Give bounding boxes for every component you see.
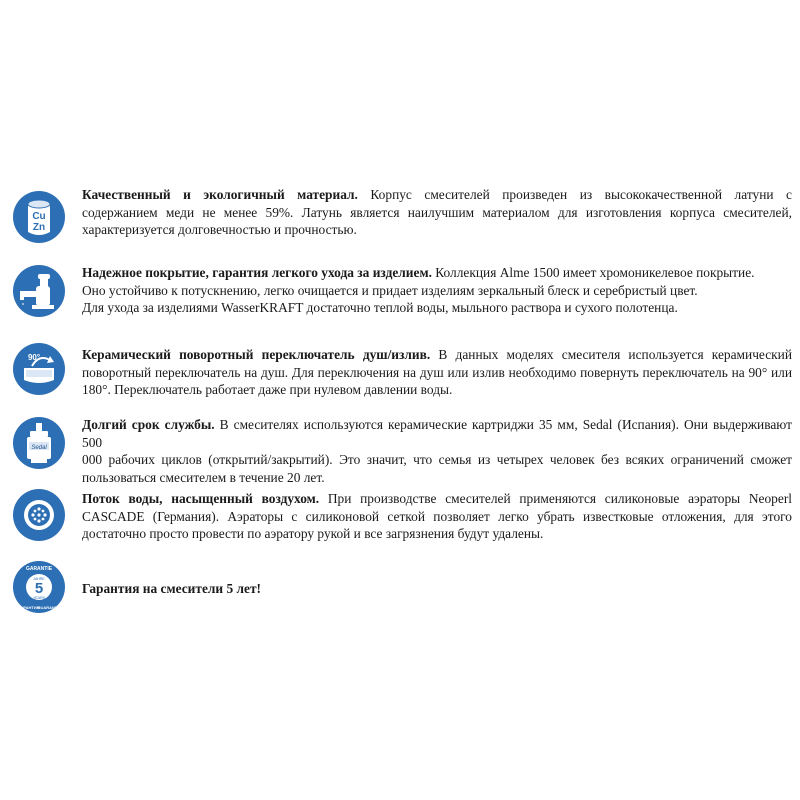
feature-title: Гарантия на смесители 5 лет! <box>82 581 262 596</box>
svg-text:Cu: Cu <box>32 211 46 222</box>
feature-text: Поток воды, насыщенный воздухом. При производстве смесителей применяются силиконовые аэраторы Neoperl CASCADE (Германия). Аэраторы с силиконовой сеткой позволяет легко убрать известковые отложения, для этого достаточно просто провести по аэратору рукой и все загрязнения будут удалены. <box>82 491 792 541</box>
feature-title: Керамический поворотный переключатель душ/излив. <box>82 347 431 362</box>
svg-text:YEARS: YEARS <box>33 596 45 600</box>
svg-text:GUARANTEE: GUARANTEE <box>37 605 63 610</box>
ceramic-switch-icon <box>12 342 66 396</box>
feature-text: Долгий срок службы. В смесителях используются керамические картриджи 35 мм, Sedal (Испания). Они выдерживают 500 000 рабочих циклов (открытий/закрытий). Это значит, что семья из четырех человек без всяких ограничений сможет пользоваться смесителем в течение 20 лет. <box>82 417 792 485</box>
faucet-icon <box>12 264 66 318</box>
feature-title: Долгий срок службы. <box>82 417 215 432</box>
svg-text:5: 5 <box>34 580 44 597</box>
feature-title: Поток воды, насыщенный воздухом. <box>82 491 320 506</box>
feature-text <box>82 580 792 598</box>
cu-zn-icon <box>12 190 66 244</box>
svg-text:90°: 90° <box>27 353 41 362</box>
feature-text: Качественный и экологичный материал. Корпус смесителей произведен из высококачественной латуни с содержанием меди не менее 59%. Латунь является наилучшим материалом для изготовления корпуса смесителей, характеризуется долговечностью и прочностью. <box>82 187 792 237</box>
svg-text:GARANTIE: GARANTIE <box>25 566 53 572</box>
svg-text:Zn: Zn <box>32 222 46 233</box>
feature-text: Керамический поворотный переключатель душ/излив. В данных моделях смесителя используется керамический поворотный переключатель на душ. Для переключения на душ или излив необходимо повернуть переключатель на 90° или 180°. Переключатель работает даже при нулевом давлении воды. <box>82 347 792 397</box>
svg-text:ГАРАНТИЯ: ГАРАНТИЯ <box>18 605 40 610</box>
svg-text:JAHRE: JAHRE <box>33 577 45 581</box>
feature-title: Качественный и экологичный материал. <box>82 187 358 202</box>
feature-title: Надежное покрытие, гарантия легкого ухода за изделием. <box>82 265 432 280</box>
guarantee-5-years-icon <box>12 560 66 614</box>
cartridge-icon <box>12 416 66 470</box>
aerator-icon <box>12 488 66 542</box>
feature-text: Надежное покрытие, гарантия легкого ухода за изделием. Коллекция Alme 1500 имеет хромоникелевое покрытие. Оно устойчиво к потускнению, легко очищается и придает изделиям зеркальный блеск и серебристый цвет. Для ухода за изделиями WasserKRAFT достаточно теплой воды, мыльного раствора и сухого полотенца. <box>82 265 755 315</box>
svg-text:Sedal: Sedal <box>31 445 47 451</box>
